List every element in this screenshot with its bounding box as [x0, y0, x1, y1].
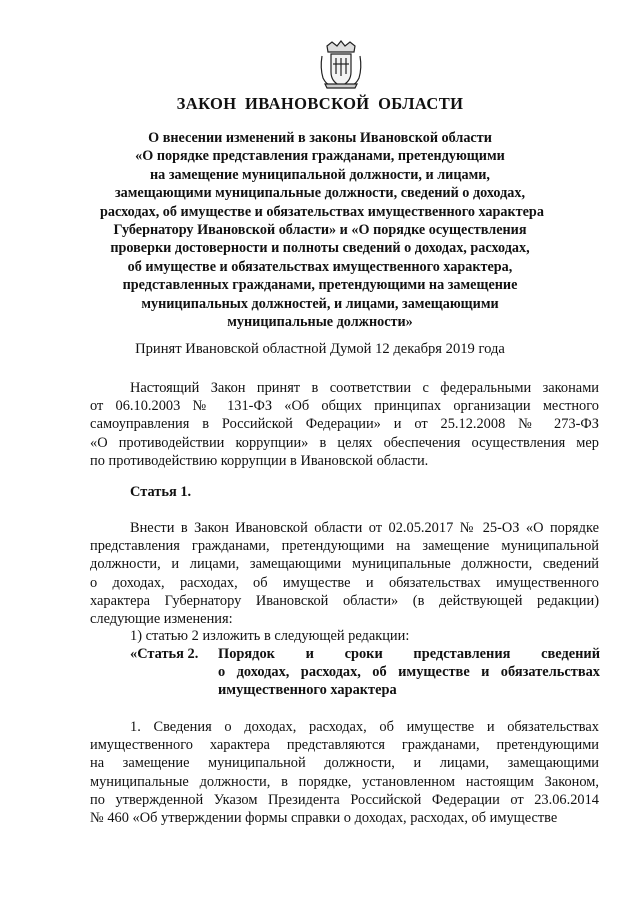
- clause-1-line: по утвержденной Указом Президента Российской Федерации от 23.06.2014: [90, 791, 599, 808]
- subtitle-line: расходах, об имуществе и обязательствах имущественного характера: [100, 203, 544, 220]
- preamble-paragraph: [90, 379, 599, 470]
- clause-1-paragraph: [90, 718, 599, 827]
- subtitle-line: «О порядке представления гражданами, претендующими: [135, 148, 505, 165]
- clause-1-line: на замещение муниципальной должности, и лицами, замещающими: [90, 755, 599, 772]
- article-1-intro-line: о доходах, расходах, об имуществе и обязательствах имущественного: [90, 574, 599, 591]
- article-2-title: [218, 645, 600, 700]
- preamble-line: самоуправления в Российской Федерации» и от 25.12.2008 № 273-ФЗ: [90, 416, 599, 433]
- clause-1-line: муниципальные должности, в порядке, установленном настоящим Законом,: [90, 773, 599, 790]
- law-subtitle: [100, 129, 544, 331]
- preamble-line: по противодействию коррупции в Ивановской области.: [90, 452, 429, 469]
- subtitle-line: представленных гражданами, претендующими на замещение: [122, 277, 518, 294]
- preamble-line: «О противодействии коррупции» в целях обеспечения осуществления мер: [90, 434, 599, 451]
- article-2-title-line: о доходах, расходах, об имуществе и обязательствах: [218, 664, 600, 681]
- article-1-intro-line: следующие изменения:: [90, 611, 233, 628]
- adoption-note: Принят Ивановской областной Думой 12 декабря 2019 года: [135, 341, 505, 357]
- subtitle-line: на замещение муниципальной должности, и лицами,: [150, 166, 490, 183]
- article-1-intro-line: представления гражданами, претендующими на замещение муниципальной: [90, 538, 599, 555]
- subtitle-line: об имуществе и обязательствах имущественного характера,: [127, 258, 513, 275]
- clause-1-line: 1. Сведения о доходах, расходах, об имуществе и обязательствах: [130, 719, 599, 735]
- clause-1-line: имущественного характера представляются гражданами, претендующими: [90, 737, 599, 754]
- preamble-line: от 06.10.2003 № 131-ФЗ «Об общих принципах организации местного: [90, 398, 599, 415]
- article-1-heading: Статья 1.: [130, 484, 192, 500]
- subtitle-line: муниципальные должности»: [227, 314, 413, 331]
- article-1-intro-paragraph: [90, 519, 599, 628]
- clause-1-line: № 460 «Об утверждении формы справки о доходах, расходах, об имуществе: [90, 810, 558, 827]
- subtitle-line: проверки достоверности и полноты сведений о доходах, расходах,: [110, 240, 530, 257]
- article-1-intro-line: должности, и лицами, замещающими муниципальные должности, сведений: [90, 556, 599, 573]
- item-1-text: 1) статью 2 изложить в следующей редакции:: [130, 628, 410, 644]
- preamble-line: Настоящий Закон принят в соответствии с федеральными законами: [130, 380, 599, 396]
- subtitle-line: О внесении изменений в законы Ивановской области: [148, 130, 492, 146]
- article-1-intro-line: Внести в Закон Ивановской области от 02.05.2017 № 25-ОЗ «О порядке: [130, 520, 599, 536]
- article-2-title-line: имущественного характера: [218, 682, 397, 699]
- article-1-intro-line: характера Губернатору Ивановской области» (в действующей редакции): [90, 592, 599, 609]
- subtitle-line: Губернатору Ивановской области» и «О порядке осуществления: [113, 222, 527, 239]
- article-2-title-line: Порядок и сроки представления сведений: [218, 646, 600, 662]
- article-2-label: «Статья 2.: [130, 646, 199, 662]
- coat-of-arms-emblem: [319, 40, 363, 90]
- subtitle-line: замещающими муниципальные должности, сведений о доходах,: [114, 185, 526, 202]
- subtitle-line: муниципальных должностей, и лицами, замещающими: [141, 295, 499, 312]
- law-title: ЗАКОН ИВАНОВСКОЙ ОБЛАСТИ: [176, 94, 464, 113]
